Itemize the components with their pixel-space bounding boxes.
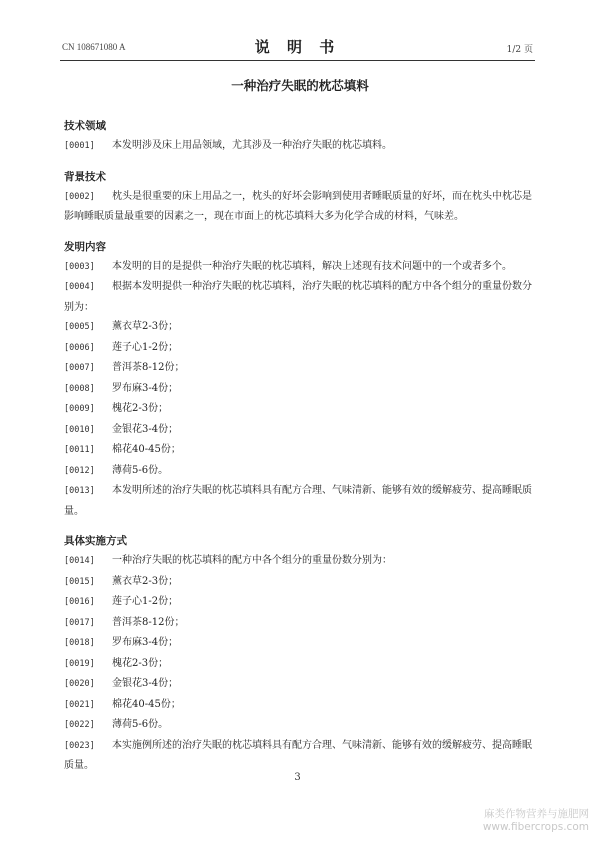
paragraph-text: 金银花3-4份； [112,423,179,435]
section-invention [64,239,536,522]
paragraph [64,358,536,379]
paragraph [64,440,536,461]
section-paragraphs [64,551,536,776]
paragraph [64,613,536,634]
paragraph-text: 槐花2-3份； [112,657,169,669]
paragraph-number: [0005] [64,322,95,332]
paragraph [64,420,536,441]
paragraph [64,592,536,613]
paragraph [64,136,536,157]
section-tech-field [64,118,536,157]
paragraph [64,277,536,317]
paragraph-number: [0014] [64,556,95,566]
paragraph [64,654,536,675]
paragraph-text: 本发明所述的治疗失眠的枕芯填料具有配方合理、气味清新、能够有效的缓解疲劳、提高睡眠质量。 [64,485,532,517]
paragraph-number: [0017] [64,617,95,628]
paragraph [64,572,536,593]
paragraph-number: [0003] [64,261,95,272]
page-number: 3 [294,772,301,783]
paragraph-text: 薰衣草2-3份； [112,321,179,332]
paragraph-text: 本发明的目的是提供一种治疗失眠的枕芯填料，解决上述现有技术问题中的一个或者多个。 [112,260,512,272]
paragraph [64,736,536,776]
section-paragraphs [64,187,536,227]
paragraph-number: [0019] [64,658,95,669]
paragraph-number: [0022] [64,720,95,730]
paragraph [64,399,536,420]
paragraph [64,551,536,572]
paragraph [64,674,536,695]
paragraph-number: [0013] [64,486,95,496]
section-heading: 背景技术 [64,170,106,183]
paragraph-number: [0015] [64,576,95,587]
section-heading: 技术领域 [64,120,106,132]
paragraph-number: [0001] [64,141,95,151]
paragraph [64,715,536,736]
paragraph-number: [0002] [64,191,95,202]
paragraph-number: [0009] [64,404,95,414]
paragraph-text: 棉花40-45份； [112,444,181,455]
section-background [64,169,536,227]
paragraph [64,338,536,359]
paragraph-number: [0004] [64,282,95,292]
paragraph-number: [0012] [64,465,95,476]
paragraph-text: 莲子心1-2份； [112,341,179,353]
page-header [60,36,535,58]
paragraph-text: 莲子心1-2份； [112,596,179,607]
site-watermark [483,808,589,834]
page-info: 1/2 页 [506,45,533,55]
paragraph-text: 罗布麻3-4份； [112,637,179,648]
watermark-line-1: 麻类作物营养与施肥网 [484,808,589,820]
paragraph-number: [0020] [64,679,95,689]
paragraph [64,461,536,482]
paragraph-number: [0010] [64,424,95,435]
paragraph-text: 普洱茶8-12份； [112,362,185,373]
paragraph-number: [0011] [64,445,95,455]
paragraph-number: [0008] [64,383,95,394]
paragraph-text: 一种治疗失眠的枕芯填料的配方中各个组分的重量份数分别为： [112,555,392,566]
watermark-line-2: www.fibercrops.com [482,821,589,833]
section-paragraphs [64,257,536,522]
paragraph-text: 本实施例所述的治疗失眠的枕芯填料具有配方合理、气味清新、能够有效的缓解疲劳、提高睡眠质量。 [64,739,532,771]
paragraph-number: [0016] [64,597,95,607]
paragraph-number: [0007] [64,363,95,373]
paragraph-text: 薄荷5-6份。 [112,464,169,476]
paragraph [64,257,536,278]
section-heading: 具体实施方式 [64,535,127,547]
paragraph-text: 槐花2-3份； [112,403,169,414]
paragraph-number: [0018] [64,638,95,648]
paragraph-number: [0023] [64,740,95,751]
paragraph-text: 根据本发明提供一种治疗失眠的枕芯填料，治疗失眠的枕芯填料的配方中各个组分的重量份数分别为： [64,281,532,313]
section-paragraphs [64,136,536,157]
doc-type-label: 说 明 书 [254,38,341,56]
paragraph-text: 薄荷5-6份。 [112,719,169,730]
paragraph-text: 普洱茶8-12份； [112,616,185,628]
paragraph-number: [0021] [64,699,95,710]
paragraph-text: 薰衣草2-3份； [112,575,179,587]
paragraph [64,695,536,716]
patent-number: CN 108671080 A [62,42,126,52]
paragraph-text: 枕头是很重要的床上用品之一，枕头的好坏会影响到使用者睡眠质量的好坏，而在枕头中枕芯是影响睡眠质量最重要的因素之一，现在市面上的枕芯填料大多为化学合成的材料，气味差。 [64,190,532,222]
paragraph [64,481,536,521]
paragraph-text: 罗布麻3-4份； [112,382,179,394]
paragraph [64,379,536,400]
header-rule [60,60,535,61]
document-title: 一种治疗失眠的枕芯填料 [231,78,369,93]
paragraph [64,187,536,227]
document-body [64,76,536,776]
paragraph-text: 金银花3-4份； [112,678,179,689]
section-heading: 发明内容 [64,240,106,253]
paragraph-number: [0006] [64,342,95,353]
paragraph-text: 棉花40-45份； [112,698,181,710]
paragraph [64,633,536,654]
section-embodiment [64,533,536,776]
paragraph [64,317,536,338]
paragraph-text: 本发明涉及床上用品领域，尤其涉及一种治疗失眠的枕芯填料。 [112,140,392,151]
